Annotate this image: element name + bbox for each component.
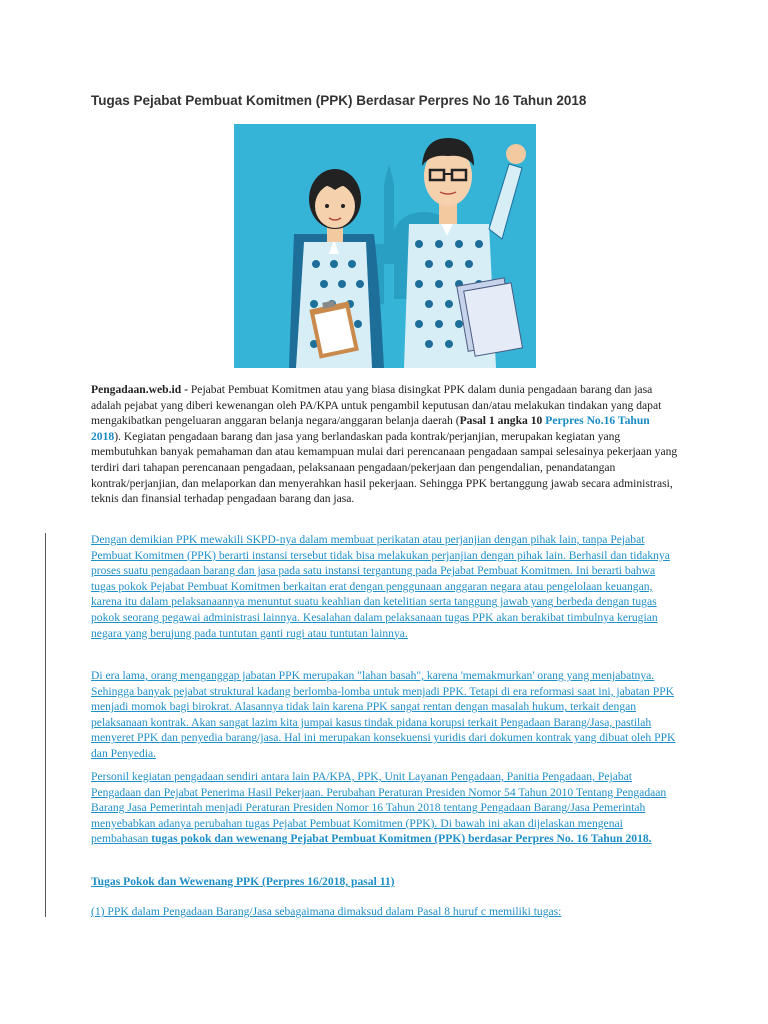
intro-text-b: ). Kegiatan pengadaan barang dan jasa yang berlandaskan pada kontrak/perjanjian, merupakan kegiatan yang membutuhkan banyak pemahaman dan atau kemampuan mulai dari perencanaan pengadaan sampai selesainya pekerjaan yang terdiri dari tahapan perencanaan pengadaan, pelaksanaan pengadaan/pekerjaan dan pengendalian, penandatangan kontrak/perjanjian, dan melaporkan dan menyerahkan hasil pekerjaan. Sehingga PPK bertanggung jawab secara administrasi, teknis dan finansial terhadap pengadaan barang dan jasa. bbox=[91, 429, 678, 506]
personil-bold: tugas pokok dan wewenang Pejabat Pembuat Komitmen (PPK) berdasar Perpres No. 16 Tahun 2018. bbox=[151, 832, 652, 846]
civil-servants-illustration bbox=[234, 124, 536, 368]
personil-text: Personil kegiatan pengadaan sendiri antara lain PA/KPA, PPK, Unit Layanan Pengadaan, Panitia Pengadaan, Pejabat Pengadaan dan Pejabat Penerima Hasil Pekerjaan. Perubahan Peraturan Presiden Nomor 54 Tahun 2010 Tentang Pengadaan Barang Jasa Pemerintah menjadi Peraturan Presiden Nomor 16 Tahun 2018 tentang Pengadaan Barang/Jasa Pemerintah menyebabkan adanya perubahan tugas Pejabat Pembuat Komitmen (PPK). Di bawah ini akan dijelaskan mengenai pembahasan bbox=[91, 770, 667, 846]
perpres-link[interactable]: Perpres No.16 Tahun 2018 bbox=[91, 414, 650, 443]
margin-bar bbox=[45, 533, 46, 917]
article-title: Tugas Pejabat Pembuat Komitmen (PPK) Berdasar Perpres No 16 Tahun 2018 bbox=[91, 93, 587, 108]
section-heading[interactable]: Tugas Pokok dan Wewenang PPK (Perpres 16/2018, pasal 11) bbox=[91, 875, 395, 888]
intro-text-a: Pejabat Pembuat Komitmen atau yang biasa disingkat PPK dalam dunia pengadaan barang dan jasa adalah pejabat yang diberi kewenangan oleh PA/KPA untuk pengambil keputusan dan/atau melakukan tindakan yang dapat mengakibatkan pengeluaran anggaran belanja negara/anggaran belanja daerah ( bbox=[91, 383, 662, 428]
paragraph-personil[interactable] bbox=[91, 769, 681, 847]
intro-bold-ref: Pasal 1 angka 10 bbox=[459, 414, 546, 428]
paragraph-ppk-role[interactable]: Dengan demikian PPK mewakili SKPD-nya dalam membuat perikatan atau perjanjian dengan pihak lain, tanpa Pejabat Pembuat Komitmen (PPK) berarti instansi tersebut tidak bisa melakukan perjanjian dengan pihak lain. Berhasil dan tidaknya proses suatu pengadaan barang dan jasa pada satu instansi tergantung pada Pejabat Pembuat Komitmen. Ini berarti bahwa tugas pokok Pejabat Pembuat Komitmen berkaitan erat dengan penggunaan anggaran negara atau pengelolaan keuangan, karena itu dalam pelaksanaannya menuntut suatu keahlian dan ketelitian serta tanggung jawab yang berbeda dengan tugas pokok seorang pegawai administrasi lainnya. Kesalahan dalam pelaksanaan tugas PPK akan berakibat timbulnya kerugian negara yang berujung pada tuntutan ganti rugi atau tuntutan lainnya. bbox=[91, 533, 670, 640]
paragraph-era-lama[interactable]: Di era lama, orang menganggap jabatan PPK merupakan "lahan basah", karena 'memakmurkan' orang yang menjabatnya. Sehingga banyak pejabat struktural kadang berlomba-lomba untuk menjadi PPK. Tetapi di era reformasi saat ini, jabatan PPK menjadi momok bagi birokrat. Alasannya tidak lain karena PPK sangat rentan dengan masalah hukum, terkait dengan pelaksanaan kontrak. Akan sangat lazim kita jumpai kasus tindak pidana korupsi terkait Pengadaan Barang/Jasa, pastilah menyeret PPK dan penyedia barang/jasa. Hal ini merupakan konsekuensi yuridis dari dokumen kontrak yang dibuat oleh PPK dan Penyedia. bbox=[91, 669, 676, 760]
intro-paragraph bbox=[91, 382, 681, 507]
list-item-1[interactable]: (1) PPK dalam Pengadaan Barang/Jasa sebagaimana dimaksud dalam Pasal 8 huruf c memiliki tugas: bbox=[91, 905, 562, 918]
source-label: Pengadaan.web.id - bbox=[91, 383, 188, 396]
